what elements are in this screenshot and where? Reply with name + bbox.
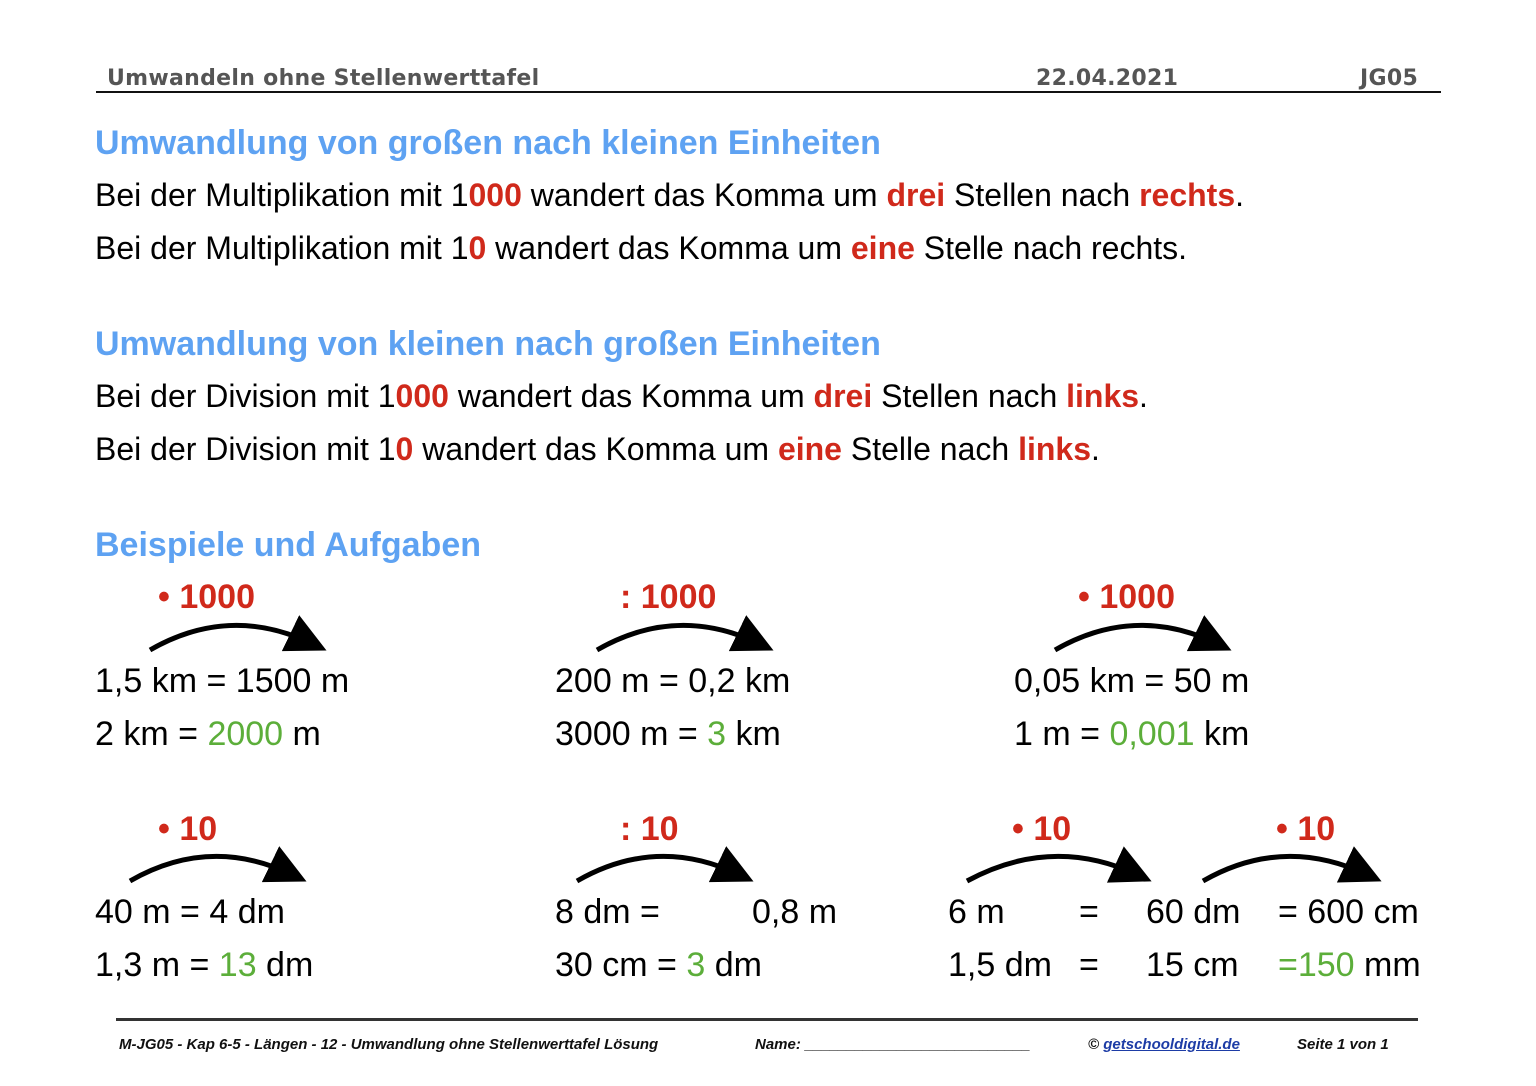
curved-arrow-icon [1198,843,1398,888]
page-number: Seite 1 von 1 [1297,1036,1389,1053]
example-cell-4: = 600 cm [1278,893,1419,931]
rule-text: wandert das Komma um [448,378,814,414]
example-equation-left: 8 dm = [555,893,660,931]
rule-highlight: 0 [468,230,487,266]
rule-text: Bei der Multiplikation mit 1 [95,177,469,213]
example-equation: 1,5 km = 1500 m [95,662,350,700]
rule-highlight: drei [813,378,873,414]
document-reference: M-JG05 - Kap 6-5 - Längen - 12 - Umwandlung ohne Stellenwerttafel Lösung [119,1036,659,1053]
rule-text: wandert das Komma um [413,431,778,467]
task-equation [1014,715,1249,754]
worksheet-code: JG05 [1360,66,1419,91]
rule-text: Stelle nach [841,431,1019,467]
operator-label: • 1000 [158,578,255,616]
task-answer: 3 [686,946,706,984]
task-answer-1: 15 cm [1146,946,1239,984]
rule-highlight: rechts [1139,177,1236,213]
rule-text: wandert das Komma um [521,177,887,213]
curved-arrow-icon [572,843,772,888]
website-link[interactable]: getschooldigital.de [1103,1036,1240,1053]
task-equation [95,715,321,754]
task-equation [95,946,313,985]
rule-text: Stellen nach [945,177,1140,213]
task-text: 2 km = [95,715,208,753]
task-text: 30 cm = [555,946,687,984]
curved-arrow-icon [125,843,325,888]
operator-label-1: • 10 [1012,810,1072,848]
rule-highlight: eine [777,431,842,467]
rule-highlight: 0 [395,431,414,467]
task-answer: 13 [218,946,257,984]
example-cell-3: 60 dm [1146,893,1241,931]
curved-arrow-icon [1050,612,1250,657]
example-cell-2: = [1079,893,1099,931]
rule-text: . [1139,378,1148,414]
footer-divider [116,1018,1418,1021]
section-heading-small-to-large: Umwandlung von kleinen nach großen Einheiten [95,325,881,363]
copyright [1088,1036,1240,1053]
rule-multiplication-1000 [95,177,1244,214]
operator-label: • 10 [158,810,218,848]
task-text: km [726,715,781,753]
example-equation: 40 m = 4 dm [95,893,285,931]
operator-label: : 1000 [620,578,717,616]
task-text: 3000 m = [555,715,708,753]
curved-arrow-icon [145,612,345,657]
rule-text: Bei der Division mit 1 [95,431,396,467]
rule-highlight: 000 [468,177,522,213]
example-equation: 0,05 km = 50 m [1014,662,1250,700]
task-cell-2: = [1079,946,1099,984]
rule-text: Bei der Division mit 1 [95,378,396,414]
rule-division-10 [95,431,1100,468]
task-cell-4 [1278,946,1421,985]
rule-highlight: eine [850,230,915,266]
curved-arrow-icon [592,612,792,657]
rule-highlight: links [1066,378,1140,414]
task-answer: 3 [707,715,727,753]
task-answer-2: =150 [1278,946,1355,984]
task-answer: 2000 [207,715,284,753]
task-text: km [1194,715,1250,753]
curved-arrow-icon [962,843,1172,888]
rule-highlight: 000 [395,378,449,414]
example-equation: 200 m = 0,2 km [555,662,791,700]
rule-text: Stellen nach [872,378,1067,414]
copyright-icon: © [1088,1036,1100,1053]
task-answer: 0,001 [1109,715,1195,753]
rule-text: Bei der Multiplikation mit 1 [95,230,469,266]
operator-label-2: • 10 [1276,810,1336,848]
rule-highlight: drei [886,177,946,213]
operator-label: : 10 [620,810,679,848]
task-equation [555,946,762,985]
task-text: m [283,715,321,753]
rule-text: . [1091,431,1100,467]
header-divider [96,91,1441,93]
rule-division-1000 [95,378,1148,415]
rule-text: wandert das Komma um [486,230,851,266]
task-text: 1 m = [1014,715,1110,753]
operator-label: • 1000 [1078,578,1175,616]
section-heading-examples: Beispiele und Aufgaben [95,526,482,564]
worksheet-date: 22.04.2021 [1036,66,1179,91]
task-text: mm [1354,946,1421,984]
example-equation-right: 0,8 m [752,893,838,931]
example-cell-1: 6 m [948,893,1005,931]
name-field: Name: ___________________________ [755,1036,1031,1053]
task-text: dm [256,946,314,984]
rule-highlight: links [1018,431,1091,467]
worksheet-title: Umwandeln ohne Stellenwerttafel [107,66,540,91]
task-text: dm [705,946,762,984]
task-text: 1,3 m = [95,946,219,984]
task-equation [555,715,781,754]
rule-multiplication-10 [95,230,1187,267]
task-cell-1: 1,5 dm [948,946,1052,984]
rule-text: . [1235,177,1244,213]
rule-text: Stelle nach rechts. [914,230,1188,266]
section-heading-large-to-small: Umwandlung von großen nach kleinen Einheiten [95,124,881,162]
